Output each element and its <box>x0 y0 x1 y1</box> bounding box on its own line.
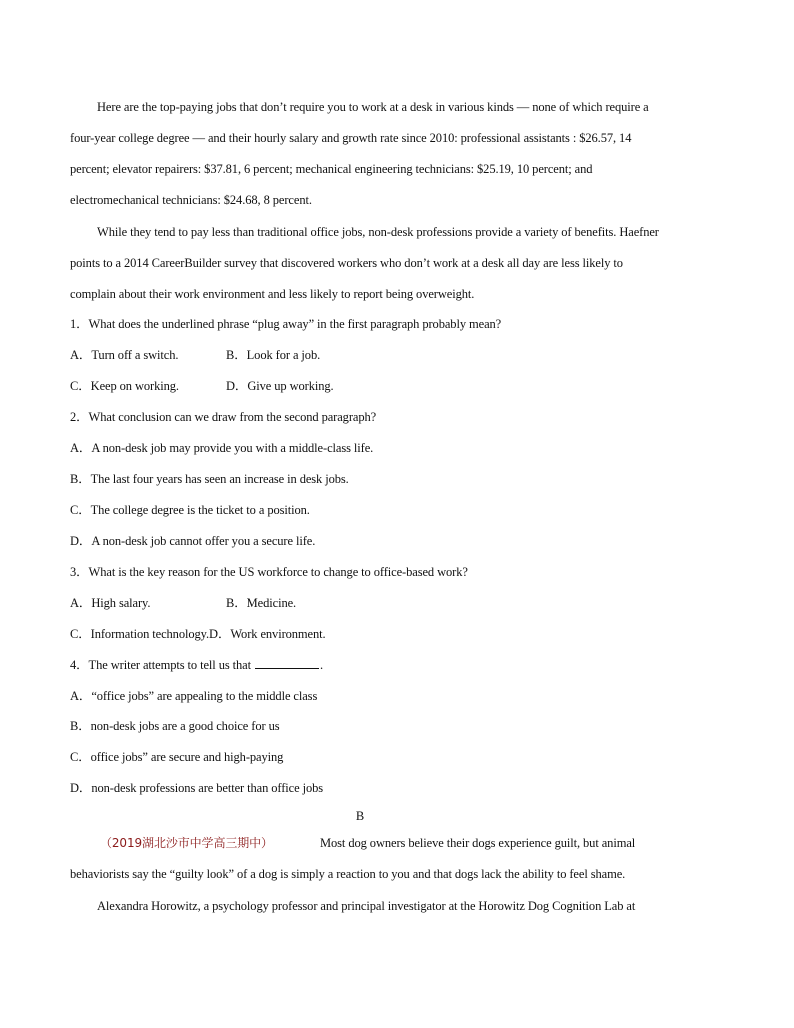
paragraph-line: While they tend to pay less than traditional office jobs, non-desk professions provide a variety of benefits. Haefner <box>97 225 659 239</box>
option-a[interactable]: A．A non-desk job may provide you with a middle-class life. <box>70 441 374 455</box>
option-b[interactable]: B．non-desk jobs are a good choice for us <box>70 719 280 733</box>
option-c[interactable]: C．Keep on working. <box>70 379 179 393</box>
paragraph-line: percent; elevator repairers: $37.81, 6 percent; mechanical engineering technicians: $25.19, 10 percent; and <box>70 162 593 176</box>
option-row <box>70 595 730 611</box>
question-stem: 2．What conclusion can we draw from the second paragraph? <box>70 410 377 424</box>
option-a[interactable]: A．High salary. <box>70 596 151 610</box>
paragraph-line: complain about their work environment and less likely to report being overweight. <box>70 287 475 301</box>
option-row <box>70 626 730 642</box>
option-b[interactable]: B．The last four years has seen an increase in desk jobs. <box>70 472 349 486</box>
paragraph-line: behaviorists say the “guilty look” of a dog is simply a reaction to you and that dogs lack the ability to feel shame. <box>70 867 626 881</box>
option-b[interactable]: B．Medicine. <box>226 596 297 610</box>
question-stem-text: 4．The writer attempts to tell us that <box>70 658 251 672</box>
option-d[interactable]: D．Work environment. <box>209 627 326 641</box>
option-b[interactable]: B．Look for a job. <box>226 348 321 362</box>
option-d[interactable]: D．Give up working. <box>226 379 334 393</box>
paragraph-line: points to a 2014 CareerBuilder survey that discovered workers who don’t work at a desk all day are less likely to <box>70 256 623 270</box>
paragraph-line: electromechanical technicians: $24.68, 8 percent. <box>70 193 312 207</box>
paragraph-line: Here are the top-paying jobs that don’t require you to work at a desk in various kinds — none of which require a <box>97 100 649 114</box>
option-row <box>70 347 730 363</box>
option-d[interactable]: D．A non-desk job cannot offer you a secure life. <box>70 534 316 548</box>
paragraph-line: four-year college degree — and their hourly salary and growth rate since 2010: professional assistants : $26.57, 14 <box>70 131 632 145</box>
option-c[interactable]: C．Information technology. <box>70 627 210 641</box>
option-d[interactable]: D．non-desk professions are better than office jobs <box>70 781 324 795</box>
passage-b-text: Most dog owners believe their dogs experience guilt, but animal <box>320 836 636 850</box>
option-c[interactable]: C．office jobs” are secure and high-paying <box>70 750 284 764</box>
option-a[interactable]: A．“office jobs” are appealing to the middle class <box>70 689 318 703</box>
question-stem-end: . <box>320 658 324 672</box>
section-heading: B <box>355 809 365 823</box>
option-c[interactable]: C．The college degree is the ticket to a position. <box>70 503 310 517</box>
question-stem: 3．What is the key reason for the US workforce to change to office-based work? <box>70 565 468 579</box>
option-row <box>70 378 730 394</box>
option-a[interactable]: A．Turn off a switch. <box>70 348 179 362</box>
source-label: （2019湖北沙市中学高三期中） <box>100 836 273 850</box>
paragraph-line: Alexandra Horowitz, a psychology professor and principal investigator at the Horowitz Dog Cognition Lab at <box>97 899 636 913</box>
passage-b-line <box>100 835 760 851</box>
answer-blank[interactable] <box>255 657 319 669</box>
question-stem: 1．What does the underlined phrase “plug away” in the first paragraph probably mean? <box>70 317 502 331</box>
question-stem <box>70 657 730 673</box>
